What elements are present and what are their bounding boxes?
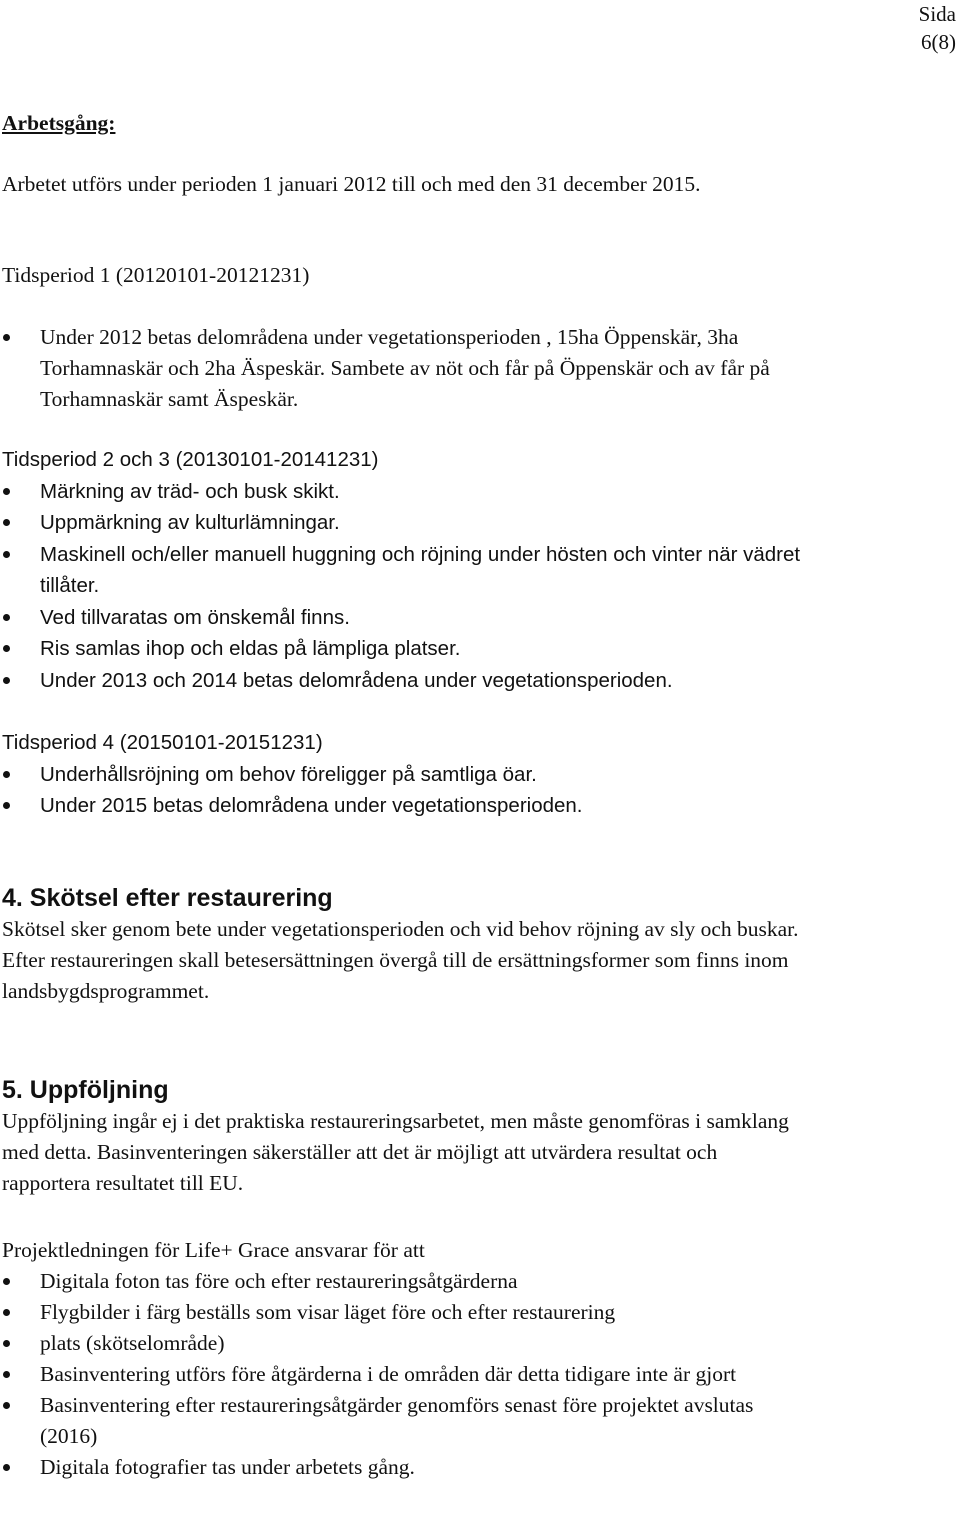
- list-item: Under 2012 betas delområdena under vegetationsperioden , 15ha Öppenskär, 3ha Torhamnaskär och 2ha Äspeskär. Sambete av nöt och får på Öppenskär och av får på Torhamnaskär samt Äspeskär.: [2, 322, 782, 415]
- list-item: Basinventering efter restaureringsåtgärder genomförs senast före projektet avslutas (2016): [2, 1390, 782, 1452]
- arbetsgang-heading-block: [2, 108, 802, 139]
- arbetsgang-heading: Arbetsgång:: [2, 111, 116, 135]
- section4-heading: 4. Skötsel efter restaurering: [2, 884, 333, 912]
- period4-list: [2, 759, 802, 822]
- period4-heading: Tidsperiod 4 (20150101-20151231): [2, 731, 323, 754]
- section4-block: [2, 882, 812, 1007]
- section5-block: [2, 1074, 792, 1199]
- list-item: Ved tillvaratas om önskemål finns.: [2, 602, 802, 634]
- arbetsgang-intro: Arbetet utförs under perioden 1 januari 2012 till och med den 31 december 2015.: [2, 172, 701, 196]
- period1-list: [2, 322, 782, 415]
- section5-heading: 5. Uppföljning: [2, 1076, 169, 1104]
- period1-list-block: [2, 322, 782, 415]
- list-item: Under 2015 betas delområdena under vegetationsperioden.: [2, 790, 802, 822]
- section4-body: Skötsel sker genom bete under vegetationsperioden och vid behov röjning av sly och buskar. Efter restaureringen skall betesersättningen övergå till de ersättningsformer som finns inom landsbygdsprogrammet.: [2, 917, 799, 1003]
- list-item: Märkning av träd- och busk skikt.: [2, 476, 802, 508]
- period23-block: [2, 444, 802, 696]
- section5-lead: Projektledningen för Life+ Grace ansvarar för att: [2, 1238, 425, 1262]
- list-item: Ris samlas ihop och eldas på lämpliga platser.: [2, 633, 802, 665]
- list-item: Digitala foton tas före och efter restaureringsåtgärderna: [2, 1266, 782, 1297]
- period1-heading: Tidsperiod 1 (20120101-20121231): [2, 263, 310, 287]
- period1-heading-block: [2, 260, 802, 291]
- list-item: Flygbilder i färg beställs som visar läget före och efter restaurering: [2, 1297, 782, 1328]
- list-item: Underhållsröjning om behov föreligger på samtliga öar.: [2, 759, 802, 791]
- period23-heading: Tidsperiod 2 och 3 (20130101-20141231): [2, 448, 379, 471]
- page-number: [919, 0, 956, 56]
- section5-list: [2, 1266, 782, 1483]
- section5-body: Uppföljning ingår ej i det praktiska restaureringsarbetet, men måste genomföras i samklang med detta. Basinventeringen säkerställer att det är möjligt att utvärdera resultat och rapportera resultatet till EU.: [2, 1109, 789, 1195]
- list-item: Under 2013 och 2014 betas delområdena under vegetationsperioden.: [2, 665, 802, 697]
- list-item: Maskinell och/eller manuell huggning och röjning under hösten och vinter när vädret tillåter.: [2, 539, 802, 602]
- list-item: Uppmärkning av kulturlämningar.: [2, 507, 802, 539]
- page-count: 6(8): [921, 30, 956, 54]
- section5-list-block: [2, 1235, 782, 1483]
- period4-block: [2, 727, 802, 822]
- arbetsgang-intro-block: [2, 169, 792, 200]
- period23-list: [2, 476, 802, 697]
- page-label: Sida: [918, 2, 956, 26]
- list-item: Digitala fotografier tas under arbetets gång.: [2, 1452, 782, 1483]
- list-item: Basinventering utförs före åtgärderna i de områden där detta tidigare inte är gjort: [2, 1359, 782, 1390]
- list-item: plats (skötselområde): [2, 1328, 782, 1359]
